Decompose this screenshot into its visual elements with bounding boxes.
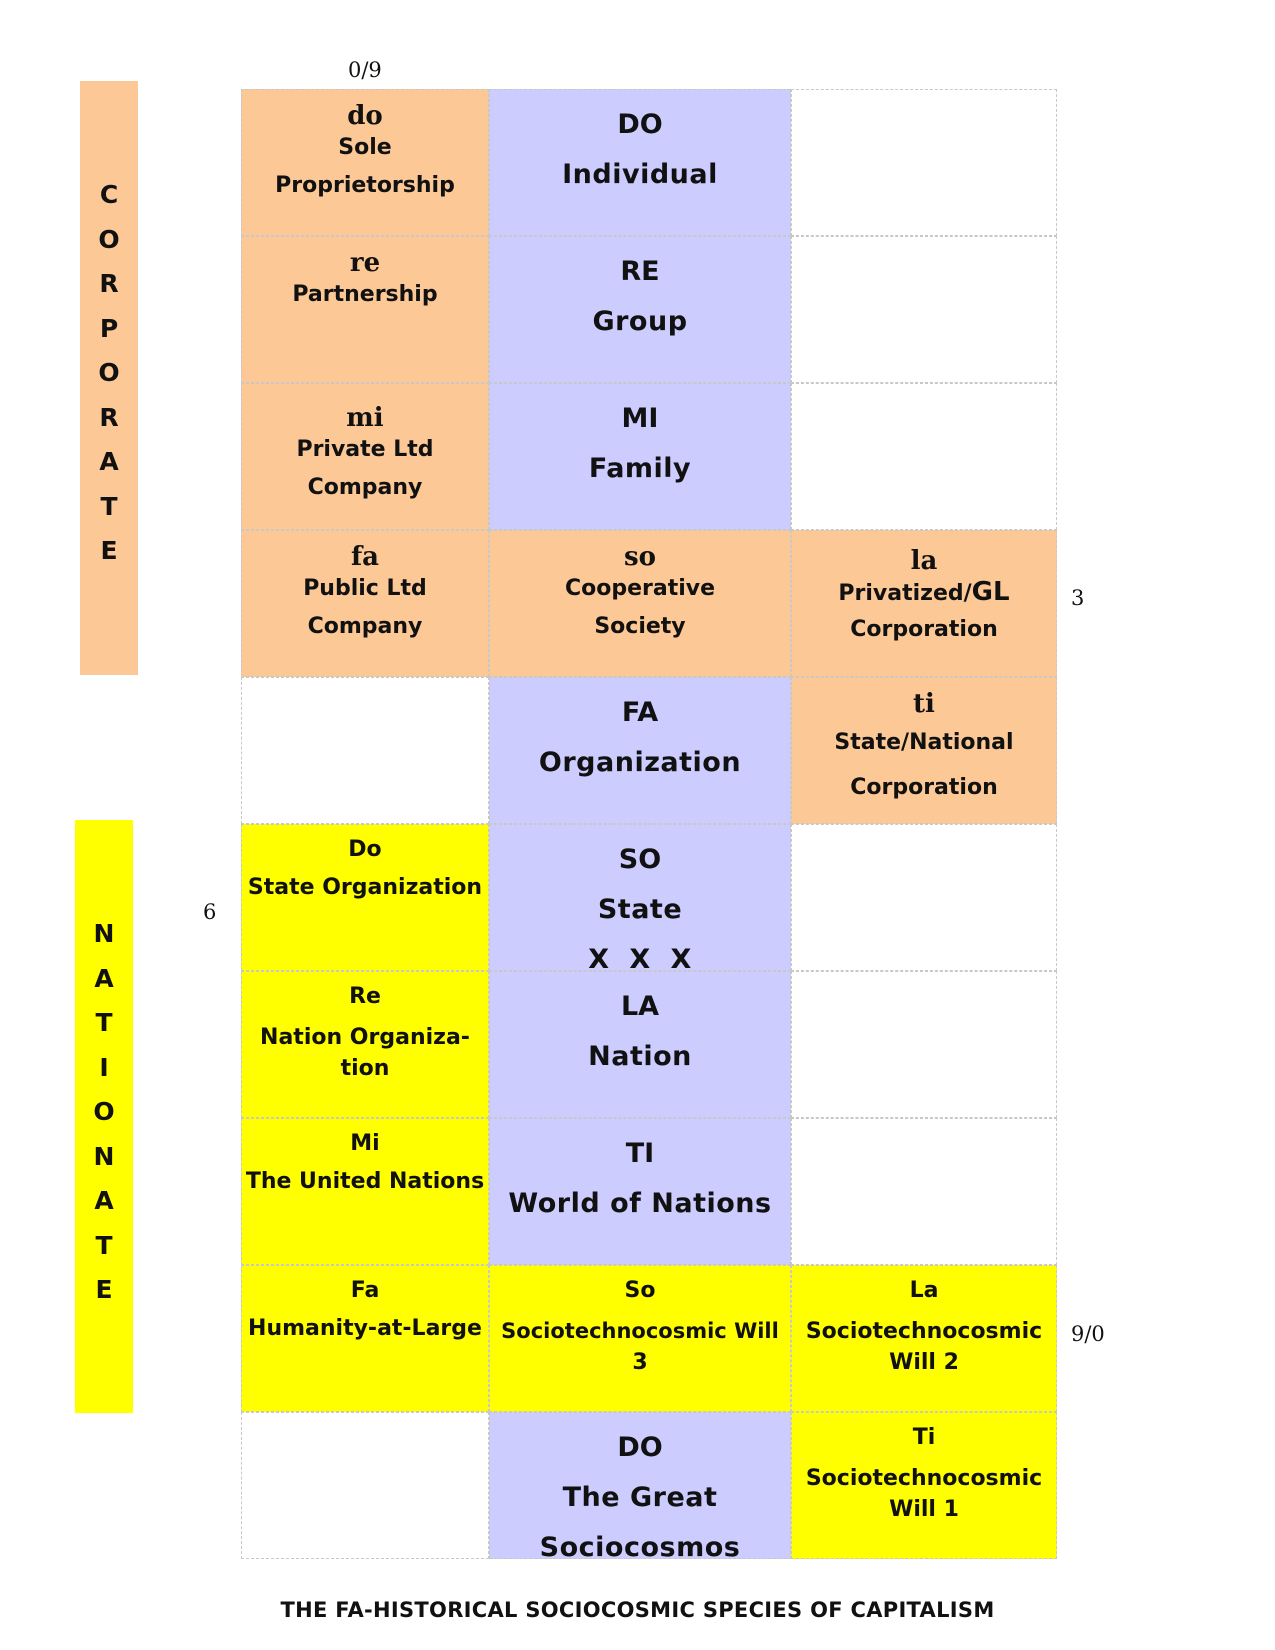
cell-text: Will 1 — [889, 1497, 959, 1522]
note-label: Ti — [912, 1425, 936, 1450]
cell-text: The United Nations — [245, 1169, 485, 1194]
cell-text: Sole — [338, 135, 392, 160]
sidebar-letter: A — [94, 963, 114, 993]
cell-text-part: GL — [971, 577, 1010, 607]
cell-text: X X X — [588, 944, 692, 971]
grid-cell — [241, 236, 489, 383]
grid-cell — [791, 530, 1057, 677]
cell-text: Sociotechnocosmic — [805, 1319, 1043, 1344]
diagram-title: THE FA-HISTORICAL SOCIOCOSMIC SPECIES OF CAPITALISM — [280, 1598, 995, 1622]
nationate-sidebar — [75, 820, 133, 1413]
note-label: FA — [621, 697, 659, 728]
note-label: Mi — [350, 1131, 380, 1156]
grid-cell — [241, 1118, 489, 1265]
note-label: Fa — [350, 1278, 380, 1303]
grid-cell — [489, 971, 791, 1118]
cell-text: Public Ltd — [303, 576, 427, 601]
cell-text: Private Ltd — [296, 437, 434, 462]
sidebar-letter: I — [99, 1052, 109, 1082]
note-label: RE — [620, 256, 660, 287]
cell-text: Partnership — [292, 282, 438, 307]
cell-text: Humanity-at-Large — [248, 1316, 482, 1341]
note-label: TI — [625, 1138, 655, 1169]
cell-text: State Organization — [247, 875, 483, 900]
cell-text: Sociotechnocosmic — [805, 1466, 1043, 1491]
sidebar-letter: O — [98, 224, 120, 254]
cell-text: Company — [307, 475, 423, 500]
grid-cell — [489, 1118, 791, 1265]
sidebar-letter: T — [95, 1230, 113, 1260]
sidebar-letter: A — [94, 1186, 114, 1215]
grid-cell — [489, 236, 791, 383]
grid-cell — [791, 1265, 1057, 1412]
note-label: re — [349, 248, 381, 278]
cell-text: Nation Organiza- — [260, 1025, 470, 1050]
grid-cell — [489, 677, 791, 824]
cell-text: The Great — [562, 1482, 718, 1513]
cell-text — [838, 577, 1009, 609]
marker-right-mid: 3 — [1071, 586, 1085, 610]
note-label: so — [624, 542, 656, 572]
cell-text: Organization — [538, 747, 742, 778]
grid-cell — [489, 383, 791, 530]
empty-cell — [241, 1412, 489, 1559]
cell-text: Will 2 — [889, 1350, 959, 1375]
sidebar-letter: A — [99, 447, 119, 476]
cell-text: Corporation — [850, 775, 998, 800]
note-label: MI — [621, 403, 659, 434]
grid-cell — [489, 1265, 791, 1412]
cell-text: State/National — [834, 730, 1014, 755]
sidebar-letter: R — [99, 269, 119, 298]
cell-text: Cooperative — [564, 576, 716, 601]
note-label: Re — [349, 984, 381, 1009]
sidebar-letter: C — [99, 180, 119, 209]
sidebar-letter: P — [99, 313, 119, 343]
grid-cell — [241, 530, 489, 677]
sidebar-letter: E — [100, 536, 118, 565]
empty-cell — [791, 236, 1057, 383]
marker-right-bottom: 9/0 — [1071, 1322, 1105, 1346]
empty-cell — [241, 677, 489, 824]
grid-cell — [489, 1412, 791, 1559]
corporate-sidebar — [80, 81, 138, 675]
empty-cell — [791, 824, 1057, 971]
cell-text: Company — [307, 614, 423, 639]
marker-left: 6 — [203, 900, 217, 924]
sidebar-letter: O — [98, 358, 120, 387]
marker-top: 0/9 — [348, 58, 382, 82]
cell-text: Group — [592, 306, 688, 337]
grid-cell — [489, 530, 791, 677]
cell-text: tion — [340, 1056, 390, 1081]
grid-cell — [241, 383, 489, 530]
grid-cell — [241, 89, 489, 236]
species-grid — [241, 89, 1057, 1559]
empty-cell — [791, 971, 1057, 1118]
cell-text: Nation — [588, 1041, 692, 1072]
grid-cell — [241, 824, 489, 971]
cell-text: 3 — [632, 1350, 648, 1375]
sidebar-letter: O — [93, 1097, 115, 1126]
cell-text: Family — [588, 453, 692, 484]
cell-text: Corporation — [850, 617, 998, 642]
note-label: DO — [617, 1432, 663, 1463]
sidebar-letter: N — [93, 919, 115, 948]
empty-cell — [791, 383, 1057, 530]
cell-text: Sociocosmos — [539, 1532, 741, 1559]
grid-cell — [241, 1265, 489, 1412]
cell-text: Society — [594, 614, 686, 639]
sidebar-letter: N — [93, 1141, 115, 1171]
cell-text: Sociotechnocosmic Will — [501, 1319, 779, 1343]
sidebar-letter: R — [99, 402, 119, 432]
grid-cell — [791, 677, 1057, 824]
note-label: Do — [348, 837, 382, 862]
note-label: La — [909, 1278, 939, 1303]
note-label: la — [910, 546, 938, 576]
sidebar-letter: T — [95, 1008, 113, 1037]
cell-text-part: Privatized/ — [838, 581, 972, 606]
note-label: fa — [350, 542, 380, 572]
note-label: LA — [620, 991, 660, 1022]
cell-text: State — [597, 894, 683, 925]
grid-cell — [791, 1412, 1057, 1559]
note-label: do — [347, 101, 383, 131]
grid-cell — [241, 971, 489, 1118]
cell-text: World of Nations — [508, 1188, 772, 1219]
cell-text: Proprietorship — [275, 173, 455, 198]
empty-cell — [791, 1118, 1057, 1265]
grid-cell — [489, 89, 791, 236]
note-label: mi — [346, 403, 384, 433]
sidebar-letter: T — [100, 491, 118, 521]
note-label: ti — [913, 689, 935, 719]
cell-text: Individual — [562, 159, 718, 190]
grid-cell — [489, 824, 791, 971]
note-label: So — [624, 1278, 656, 1303]
sidebar-letter: E — [95, 1275, 113, 1304]
note-label: DO — [617, 109, 663, 140]
note-label: SO — [618, 844, 662, 875]
empty-cell — [791, 89, 1057, 236]
